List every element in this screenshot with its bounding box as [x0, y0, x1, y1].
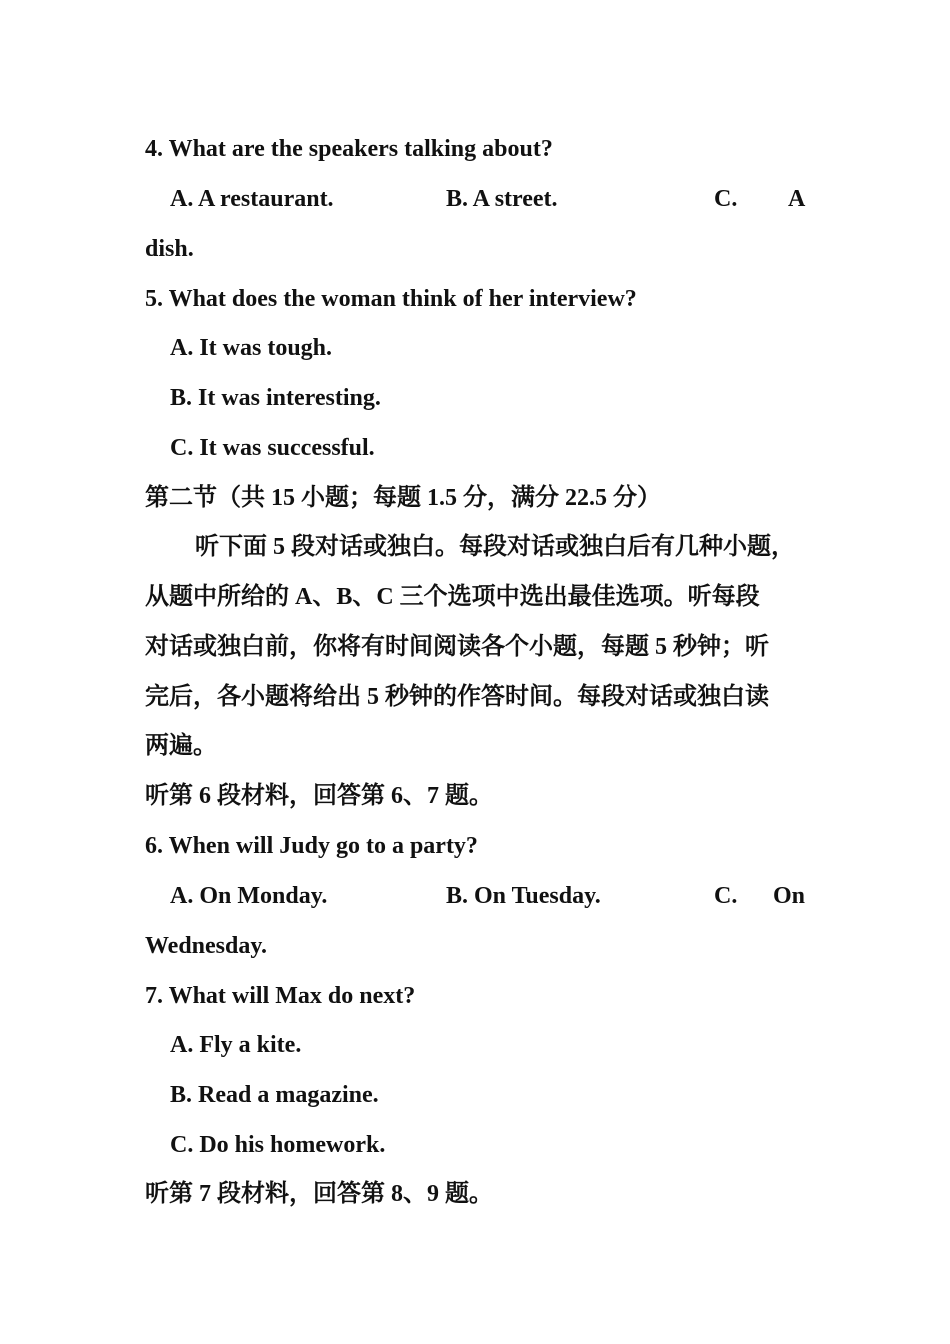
q7-option-b: B. Read a magazine. — [170, 1082, 379, 1108]
material-6-heading: 听第 6 段材料，回答第 6、7 题。 — [145, 783, 493, 809]
q6-option-c-wrap: Wednesday. — [145, 933, 268, 959]
question-7: 7. What will Max do next? — [145, 983, 416, 1009]
q4-option-c-word: A — [788, 186, 806, 212]
q5-option-c: C. It was successful. — [170, 435, 375, 461]
instruction-line: 完后，各小题将给出 5 秒钟的作答时间。每段对话或独白读 — [145, 684, 769, 710]
q4-option-a: A. A restaurant. — [170, 186, 334, 212]
q4-option-c-wrap: dish. — [145, 236, 194, 262]
q7-option-c: C. Do his homework. — [170, 1132, 386, 1158]
q6-option-a: A. On Monday. — [170, 883, 328, 909]
q7-option-a: A. Fly a kite. — [170, 1032, 302, 1058]
q5-option-b: B. It was interesting. — [170, 385, 381, 411]
q6-option-c-word: On — [773, 883, 806, 909]
instruction-line: 两遍。 — [145, 733, 217, 759]
question-6: 6. When will Judy go to a party? — [145, 833, 478, 859]
q4-option-b: B. A street. — [446, 186, 558, 212]
q4-option-c-letter: C. — [714, 186, 738, 212]
instruction-line: 从题中所给的 A、B、C 三个选项中选出最佳选项。听每段 — [145, 584, 760, 610]
question-4: 4. What are the speakers talking about? — [145, 136, 553, 162]
material-7-heading: 听第 7 段材料，回答第 8、9 题。 — [145, 1181, 493, 1207]
instruction-line: 听下面 5 段对话或独白。每段对话或独白后有几种小题， — [195, 534, 795, 560]
q6-option-b: B. On Tuesday. — [446, 883, 601, 909]
q6-option-c-letter: C. — [714, 883, 738, 909]
instruction-line: 对话或独白前，你将有时间阅读各个小题，每题 5 秒钟；听 — [145, 634, 769, 660]
q5-option-a: A. It was tough. — [170, 335, 333, 361]
section-heading: 第二节（共 15 小题；每题 1.5 分，满分 22.5 分） — [145, 485, 661, 511]
question-5: 5. What does the woman think of her interview? — [145, 286, 637, 312]
